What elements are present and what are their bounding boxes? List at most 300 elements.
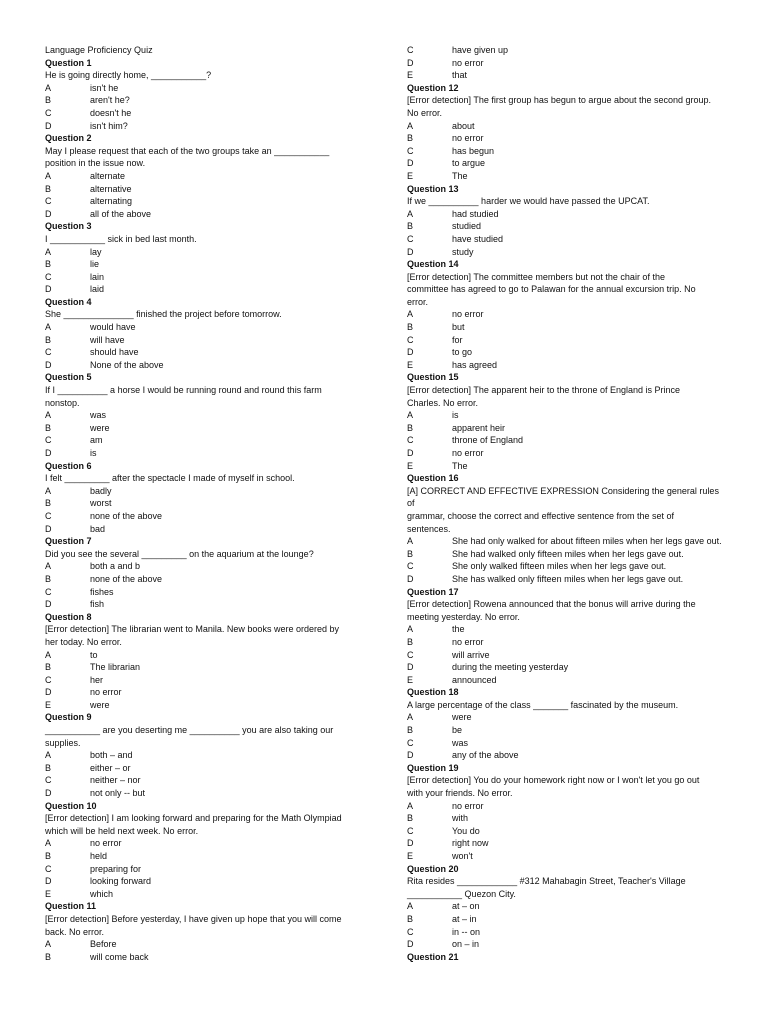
question-label: Question 16 (407, 473, 459, 484)
option-text: be (452, 725, 463, 736)
option-letter: A (45, 838, 52, 849)
option-text: announced (452, 674, 497, 685)
question-prompt: committee has agreed to go to Palawan for the annual excursion trip. No (407, 284, 696, 295)
answer-option (407, 157, 725, 170)
option-text: preparing for (90, 863, 142, 874)
question-prompt: If I __________ a horse I would be running round and round this farm (45, 385, 322, 396)
question-prompt: ___________ Quezon City. (407, 888, 516, 899)
question-label: Question 18 (407, 687, 459, 698)
answer-option (407, 132, 725, 145)
answer-option (407, 711, 725, 724)
question-label: Question 11 (45, 901, 97, 912)
question-prompt: Did you see the several _________ on the aquarium at the lounge? (45, 548, 314, 559)
answer-option (45, 321, 363, 334)
answer-option (407, 334, 725, 347)
question-block (45, 57, 363, 133)
option-letter: D (45, 876, 52, 887)
answer-option (407, 636, 725, 649)
option-text: study (452, 246, 474, 257)
question-label: Question 15 (407, 372, 459, 383)
option-text: fish (90, 599, 105, 610)
answer-option (407, 900, 725, 913)
question-label: Question 2 (45, 133, 92, 144)
answer-option (407, 208, 725, 221)
question-label: Question 3 (45, 221, 92, 232)
option-letter: A (45, 246, 52, 257)
option-letter: A (45, 939, 52, 950)
answer-option (407, 409, 725, 422)
answer-option (45, 863, 363, 876)
option-text: was (452, 737, 469, 748)
question-block (407, 762, 725, 863)
option-letter: A (407, 624, 414, 635)
option-letter: A (407, 536, 414, 547)
question-label: Question 12 (407, 82, 459, 93)
answer-option (45, 409, 363, 422)
option-text: looking forward (90, 876, 152, 887)
answer-option (45, 586, 363, 599)
answer-option (45, 246, 363, 259)
option-text: no error (90, 838, 122, 849)
answer-option (407, 573, 725, 586)
option-letter: D (407, 750, 414, 761)
answer-option (45, 762, 363, 775)
answer-option (407, 220, 725, 233)
answer-option (407, 825, 725, 838)
option-letter: B (45, 762, 52, 773)
answer-option (45, 195, 363, 208)
option-text: no error (452, 133, 484, 144)
option-text: no error (452, 636, 484, 647)
option-letter: B (407, 636, 414, 647)
option-text: both a and b (90, 561, 141, 572)
answer-option (45, 447, 363, 460)
option-text: no error (452, 800, 484, 811)
option-letter: C (45, 863, 52, 874)
option-letter: D (407, 246, 414, 257)
option-letter: D (407, 838, 414, 849)
option-letter: C (407, 926, 414, 937)
option-letter: B (45, 334, 52, 345)
option-text: isn't him? (90, 120, 128, 131)
option-letter: E (45, 888, 52, 899)
question-prompt: which will be held next week. No error. (45, 825, 199, 836)
answer-option (407, 120, 725, 133)
option-text: fishes (90, 586, 114, 597)
option-letter: E (407, 359, 414, 370)
question-block (407, 44, 725, 82)
question-prompt: her today. No error. (45, 636, 122, 647)
answer-option (45, 258, 363, 271)
question-block (407, 686, 725, 762)
option-text: She only walked fifteen miles when her legs gave out. (452, 561, 667, 572)
option-text: aren't he? (90, 95, 130, 106)
question-block (45, 611, 363, 712)
option-text: alternate (90, 170, 126, 181)
option-text: neither – nor (90, 775, 141, 786)
option-letter: C (407, 561, 414, 572)
option-text: badly (90, 485, 112, 496)
question-prompt: position in the issue now. (45, 158, 146, 169)
question-prompt: I ___________ sick in bed last month. (45, 233, 197, 244)
option-text: laid (90, 284, 105, 295)
question-prompt: sentences. (407, 523, 451, 534)
answer-option (45, 497, 363, 510)
option-text: will come back (90, 951, 149, 962)
option-letter: C (45, 510, 52, 521)
option-letter: C (45, 271, 52, 282)
answer-option (407, 850, 725, 863)
option-letter: B (45, 573, 52, 584)
option-text: won't (452, 851, 473, 861)
answer-option (407, 233, 725, 246)
option-letter: D (407, 347, 414, 358)
option-text: lie (90, 259, 100, 270)
option-letter: C (45, 775, 52, 786)
option-letter: A (45, 322, 52, 333)
option-letter: A (45, 170, 52, 181)
document-title: Language Proficiency Quiz (45, 45, 153, 55)
question-block (45, 711, 363, 799)
option-letter: E (407, 674, 414, 685)
question-prompt: meeting yesterday. No error. (407, 611, 520, 622)
answer-option (45, 674, 363, 687)
question-block (45, 535, 363, 611)
question-prompt: A large percentage of the class _______ fascinated by the museum. (407, 699, 679, 710)
option-text: should have (90, 347, 139, 358)
option-letter: D (407, 662, 414, 673)
option-text: studied (452, 221, 482, 232)
option-letter: D (45, 523, 52, 534)
answer-option (45, 359, 363, 372)
question-label: Question 10 (45, 800, 97, 811)
option-letter: D (45, 359, 52, 370)
option-text: have given up (452, 45, 509, 55)
question-label: Question 19 (407, 762, 459, 773)
question-label: Question 14 (407, 259, 459, 270)
option-text: at – on (452, 901, 480, 912)
option-text: You do (452, 825, 480, 836)
option-letter: C (45, 674, 52, 685)
option-letter: B (45, 662, 52, 673)
option-letter: C (407, 825, 414, 836)
option-letter: D (407, 939, 414, 950)
option-letter: E (45, 699, 52, 710)
answer-option (407, 926, 725, 939)
option-text: The (452, 460, 468, 471)
question-prompt: I felt _________ after the spectacle I made of myself in school. (45, 473, 295, 484)
question-block (45, 132, 363, 220)
question-block (45, 220, 363, 296)
answer-option (45, 560, 363, 573)
question-block (407, 472, 725, 585)
option-text: in -- on (452, 926, 481, 937)
answer-option (45, 485, 363, 498)
option-letter: B (45, 851, 52, 861)
option-letter: D (407, 57, 414, 68)
option-letter: D (45, 208, 52, 219)
option-text: to go (452, 347, 473, 358)
option-text: which (90, 888, 114, 899)
option-letter: C (407, 737, 414, 748)
option-text: am (90, 435, 103, 446)
option-text: about (452, 120, 475, 131)
option-text: at – in (452, 913, 477, 924)
option-letter: B (45, 498, 52, 509)
answer-option (45, 346, 363, 359)
question-prompt: error. (407, 296, 429, 307)
question-prompt: supplies. (45, 737, 81, 748)
question-prompt: May I please request that each of the two groups take an ___________ (45, 145, 330, 156)
option-letter: D (45, 120, 52, 131)
answer-option (45, 107, 363, 120)
answer-option (407, 674, 725, 687)
option-text: throne of England (452, 435, 524, 446)
option-text: has begun (452, 145, 495, 156)
question-prompt: ___________ are you deserting me __________ you are also taking our (45, 725, 334, 736)
option-text: her (90, 674, 104, 685)
option-letter: A (45, 750, 52, 761)
option-letter: A (45, 649, 52, 660)
option-letter: D (45, 788, 52, 799)
option-letter: E (407, 70, 414, 81)
left-question-list (45, 57, 363, 964)
answer-option (407, 913, 725, 926)
left-column (45, 44, 363, 963)
answer-option (45, 951, 363, 964)
question-prompt: Charles. No error. (407, 397, 479, 408)
option-letter: C (45, 435, 52, 446)
option-text: none of the above (90, 510, 163, 521)
option-text: were (90, 422, 110, 433)
option-letter: A (45, 485, 52, 496)
answer-option (45, 837, 363, 850)
question-label: Question 4 (45, 296, 92, 307)
question-prompt: [Error detection] The librarian went to Manila. New books were ordered by (45, 624, 339, 635)
answer-option (45, 283, 363, 296)
answer-option (407, 69, 725, 82)
answer-option (45, 787, 363, 800)
answer-option (407, 548, 725, 561)
question-prompt: back. No error. (45, 926, 105, 937)
option-letter: A (407, 309, 414, 320)
answer-option (45, 875, 363, 888)
option-text: The (452, 170, 468, 181)
question-block (407, 863, 725, 951)
question-prompt: [Error detection] I am looking forward and preparing for the Math Olympiad (45, 813, 342, 824)
question-prompt: No error. (407, 107, 443, 118)
answer-option (407, 434, 725, 447)
answer-option (45, 598, 363, 611)
question-label: Question 17 (407, 586, 459, 597)
answer-option (45, 82, 363, 95)
answer-option (407, 661, 725, 674)
question-label: Question 21 (407, 951, 459, 962)
option-text: that (452, 70, 468, 81)
question-label: Question 1 (45, 57, 92, 68)
option-letter: B (407, 548, 414, 559)
answer-option (45, 686, 363, 699)
option-letter: B (407, 133, 414, 144)
answer-option (45, 422, 363, 435)
option-text: had studied (452, 208, 499, 219)
option-letter: E (407, 851, 414, 861)
answer-option (407, 321, 725, 334)
question-block (407, 371, 725, 472)
option-letter: C (407, 233, 414, 244)
option-letter: A (45, 410, 52, 421)
option-text: lay (90, 246, 102, 257)
option-text: the (452, 624, 465, 635)
answer-option (407, 649, 725, 662)
option-text: She has walked only fifteen miles when her legs gave out. (452, 573, 684, 584)
right-question-list (407, 44, 725, 963)
option-text: no error (452, 309, 484, 320)
option-text: were (452, 712, 472, 723)
right-column (407, 44, 725, 963)
question-label: Question 8 (45, 611, 92, 622)
question-prompt: [Error detection] The committee members but not the chair of the (407, 271, 665, 282)
question-block (45, 900, 363, 963)
answer-option (45, 774, 363, 787)
answer-option (407, 308, 725, 321)
option-text: will have (90, 334, 125, 345)
option-letter: C (45, 347, 52, 358)
option-letter: D (407, 573, 414, 584)
option-letter: C (407, 45, 414, 55)
question-label: Question 13 (407, 183, 459, 194)
question-block (407, 183, 725, 259)
question-label: Question 20 (407, 863, 459, 874)
question-block (45, 296, 363, 372)
option-text: to (90, 649, 98, 660)
option-text: on – in (452, 939, 480, 950)
option-letter: B (45, 422, 52, 433)
option-letter: D (407, 448, 414, 458)
question-prompt: grammar, choose the correct and effective sentence from the set of (407, 510, 674, 521)
option-text: Before (90, 939, 117, 950)
answer-option (407, 447, 725, 460)
answer-option (45, 271, 363, 284)
question-prompt: nonstop. (45, 397, 80, 408)
question-block (45, 371, 363, 459)
question-block (407, 951, 725, 964)
option-letter: B (407, 725, 414, 736)
option-text: both – and (90, 750, 133, 761)
option-letter: B (407, 221, 414, 232)
option-letter: B (45, 259, 52, 270)
option-text: apparent heir (452, 422, 506, 433)
question-label: Question 6 (45, 460, 92, 471)
option-text: bad (90, 523, 106, 534)
question-prompt: [Error detection] Rowena announced that the bonus will arrive during the (407, 599, 696, 610)
answer-option (407, 938, 725, 951)
answer-option (407, 724, 725, 737)
answer-option (45, 649, 363, 662)
answer-option (45, 699, 363, 712)
option-letter: D (45, 284, 52, 295)
option-text: She had walked only fifteen miles when her legs gave out. (452, 548, 684, 559)
answer-option (407, 800, 725, 813)
option-letter: B (407, 813, 414, 824)
question-prompt: She ______________ finished the project before tomorrow. (45, 309, 282, 320)
answer-option (407, 57, 725, 70)
answer-option (45, 208, 363, 221)
option-text: lain (90, 271, 105, 282)
question-prompt: Rita resides ____________ #312 Mahabagin Street, Teacher's Village (407, 876, 686, 887)
option-text: is (90, 448, 97, 458)
option-text: alternating (90, 196, 133, 207)
question-prompt: [Error detection] The first group has begun to argue about the second group. (407, 95, 712, 106)
option-text: worst (90, 498, 112, 509)
option-text: is (452, 410, 459, 421)
option-letter: C (45, 586, 52, 597)
option-letter: B (407, 422, 414, 433)
question-prompt: [Error detection] You do your homework right now or I won't let you go out (407, 775, 700, 786)
answer-option (45, 170, 363, 183)
answer-option (45, 523, 363, 536)
option-letter: A (407, 120, 414, 131)
option-letter: D (407, 158, 414, 169)
answer-option (45, 938, 363, 951)
option-text: for (452, 334, 463, 345)
option-letter: B (407, 322, 414, 333)
option-text: would have (90, 322, 136, 333)
answer-option (407, 535, 725, 548)
answer-option (407, 812, 725, 825)
question-prompt: with your friends. No error. (407, 788, 513, 799)
answer-option (407, 837, 725, 850)
question-prompt: [Error detection] The apparent heir to the throne of England is Prince (407, 385, 680, 396)
option-letter: A (45, 82, 52, 93)
answer-option (407, 346, 725, 359)
option-letter: D (45, 448, 52, 458)
answer-option (45, 120, 363, 133)
option-letter: A (407, 901, 414, 912)
option-text: has agreed (452, 359, 498, 370)
answer-option (407, 246, 725, 259)
option-letter: D (45, 599, 52, 610)
option-letter: B (45, 183, 52, 194)
option-letter: C (45, 107, 52, 118)
answer-option (45, 888, 363, 901)
answer-option (45, 183, 363, 196)
answer-option (45, 94, 363, 107)
answer-option (407, 145, 725, 158)
option-letter: C (407, 649, 414, 660)
option-letter: E (407, 170, 414, 181)
option-text: not only -- but (90, 788, 146, 799)
answer-option (407, 359, 725, 372)
option-letter: C (407, 145, 414, 156)
question-prompt: If we __________ harder we would have passed the UPCAT. (407, 196, 650, 207)
option-text: none of the above (90, 573, 163, 584)
option-letter: E (407, 460, 414, 471)
option-text: None of the above (90, 359, 164, 370)
option-text: no error (452, 448, 484, 458)
answer-option (407, 460, 725, 473)
answer-option (45, 434, 363, 447)
option-text: all of the above (90, 208, 152, 219)
question-block (45, 460, 363, 536)
option-text: have studied (452, 233, 504, 244)
option-letter: A (407, 410, 414, 421)
option-text: alternative (90, 183, 132, 194)
option-text: to argue (452, 158, 486, 169)
answer-option (407, 623, 725, 636)
question-block (407, 258, 725, 371)
option-text: The librarian (90, 662, 141, 673)
